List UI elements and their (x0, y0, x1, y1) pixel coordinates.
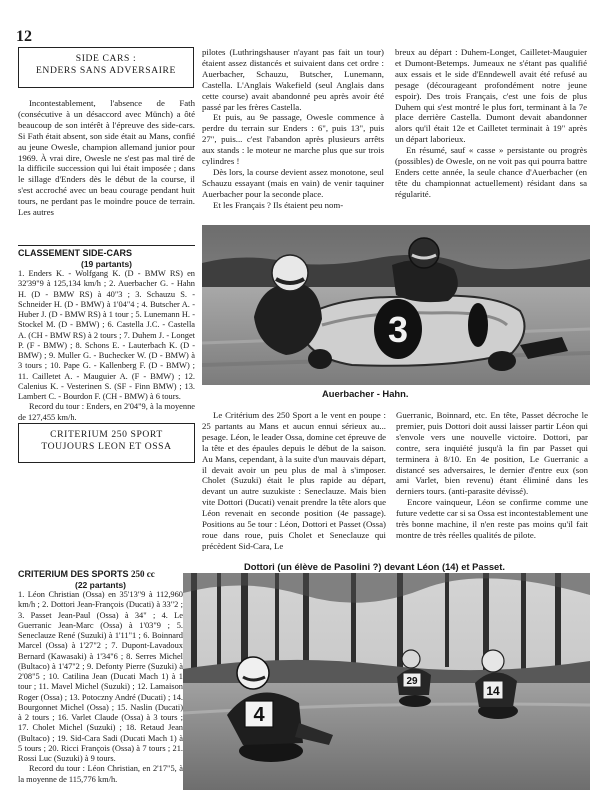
criterium-des-sports-class: 250 cc (131, 569, 155, 579)
sidecars-col3-paragraph-1: breux au départ : Duhem-Longet, Cailletet-Mauguier et Dumont-Betemps. Jumeaux ne s'étant pas qualifié aux essais et le side d'Enndewell avait été refusé au pesage (décourageant profondément notre jeune espoir). Des trois Français, c'est une fois de plus Duhem qui s'est montré le plus fort, terminant à la 7e place derrière Castella. Dumont devait abandonner alors qu'il était 12e et Cailletet terminait à 19" après un départ laborieux. (395, 47, 587, 145)
sidecars-title-line-2: ENDERS SANS ADVERSAIRE (35, 65, 177, 76)
criterium-des-sports-record: Record du tour : Léon Christian, en 2'17"5, à la moyenne de 115,776 km/h. (18, 764, 183, 784)
criterium-title-line-1: CRITERIUM 250 SPORT (50, 429, 163, 440)
sidecars-title-line-1: SIDE CARS : (75, 53, 137, 64)
criterium-col3-paragraph-1: Guerranic, Boinnard, etc. En tête, Passet décroche le premier, puis Dottori doit aussi laisser partir Léon qui s'envole vers une nouvelle victoire. Dottori, par contre, sera inquiété jusqu'à la fin par Passet qui terminera à 8/10. En 4e position, Le Guerranic a distancé ses adversaires, le dernier d'entre eux (son ami Varlet, bien revenu) étant éliminé dans les derniers tours. (anti-parasite dévissé). (396, 410, 588, 497)
criterium-des-sports (18, 569, 183, 785)
sidecars-col2-paragraph-3: Dès lors, la course devient assez monotone, seul Schauzu essayant (mais en vain) de venir taquiner Auerbacher pour la seconde place. (202, 166, 384, 199)
classement-sidecars-heading: CLASSEMENT SIDE-CARS (18, 248, 133, 258)
criterium-des-sports-results: 1. Léon Christian (Ossa) en 35'13"9 à 112,960 km/h ; 2. Dottori Jean-François (Ducati) à 33"2 ; 3. Passet Jean-Paul (Ossa) à 34" ; 4. Le Guerranic Jean-Marc (Ossa) à 1'03"9 ; 5. Seneclauze René (Suzuki) à 1'11"1 ; 6. Boinnard Marcel (Ossa) à 1'27"2 ; 7. Dupont-Lavadoux Bernard (Kawasaki) à 1'34"6 ; 8. Serres Michel (Bultaco) à 1'47"2 ; 9. Defonty Pierre (Suzuki) à 2'08"5 ; 10. Catilina Jean (Ducati Mach 1) à 1 tour ; 11. Mavel Michel (Suzuki) ; 12. Lamaison Roger (Ossa) ; 13. Potoczny André (Ducati) ; 14. Bourgonnet Michel (Ossa) ; 15. Naslin (Ducati) à 2 tours ; 16. Varlet Claude (Ossa) à 3 tours ; 17. Cholet Michel (Suzuki) ; 18. Retaud Jean (Bultaco) ; 19. Sid-Cara Sadi (Ducati Mach 1) à 5 tours ; 20. Ricci François (Ossa) à 7 tours ; 21. Rossi Luc (Suzuki) à 9 tours. (18, 590, 183, 763)
criterium-col2-paragraph-1: Le Critérium des 250 Sport a le vent en poupe : 25 partants au Mans et aucun ennui sérieux au... pesage. Léon, le leader Ossa, domine cet épreuve de la tête et des épaules depuis le début de la saison. Au Mans, cependant, à la suite d'un mauvais départ, il devait avoir un peu plus de mal à s'imposer. Cholet (Suzuki) était le plus rapide au départ, devant un autre suzukiste : Seneclauze. Mais bien vite Dottori (Ducati) venait prendre la tête alors que Léon revenait en seconde position (4e passage). Positions au 5e tour : Léon, Dottori et Passet (Ossa) roue dans roue, puis Cholet et Seneclauze qui précèdent Sid-Cara, Le (202, 410, 386, 551)
sidecar-photo-illustration (202, 225, 590, 385)
sidecar-photo-caption: Auerbacher - Hahn. (322, 388, 409, 399)
criterium-des-sports-subheading: (22 partants) (74, 580, 126, 590)
criterium-des-sports-title: CRITERIUM DES SPORTS (18, 569, 129, 579)
criterium-title-line-2: TOUJOURS LEON ET OSSA (41, 441, 172, 452)
criterium-col3-paragraph-2: Encore vainqueur, Léon se confirme comme une future vedette car si sa Ossa est incontestablement une très bonne machine, il n'en reste pas moins qu'il fait montre de très réelles qualités de pilote. (396, 497, 588, 540)
criterium-column-2 (202, 410, 386, 552)
sidecar-number: 3 (387, 309, 409, 350)
sidecars-column-3 (395, 47, 587, 200)
page-number: 12 (16, 28, 32, 45)
classement-sidecars-record: Record du tour : Enders, en 2'04"9, à la moyenne de 127,455 km/h. (18, 402, 195, 422)
sidecars-column-2 (202, 47, 384, 211)
classement-sidecars (18, 248, 195, 423)
sidecar-photo (202, 225, 590, 385)
criterium-column-3 (396, 410, 588, 541)
bike-number-29: 29 (406, 676, 418, 687)
race-photo (183, 573, 590, 790)
criterium-title-box (18, 423, 195, 463)
sidecars-intro-paragraph: Incontestablement, l'absence de Fath (consécutive à un désaccord avec Münch) a ôté beaucoup de son intérêt à l'épreuve des side-cars. Si Fath était absent, son side était au Mans, confié au jeune Owesle, champion allemand junior pour 1969. À vrai dire, Owesle ne s'est pas mal tiré de la difficile succession qui lui était imposée ; dans le sillage d'Enders dès le début de la course, il s'est accroché avec un beau courage pendant huit tours, ne perdant pas le moindre pouce de terrain. Les autres (18, 98, 195, 218)
sidecars-col2-paragraph-2: Et puis, au 9e passage, Owesle commence à perdre du terrain sur Enders : 6", puis 13", puis 27", puis... c'est l'abandon après plusieurs arrêts aux stands : le moteur ne marche plus que sur trois cylindres ! (202, 112, 384, 167)
race-photo-caption: Dottori (un élève de Pasolini ?) devant Léon (14) et Passet. (244, 561, 505, 572)
criterium-des-sports-heading (18, 569, 183, 580)
sidecars-intro-column (18, 98, 195, 218)
bike-number-14: 14 (486, 684, 500, 698)
sidecars-title-box (18, 47, 194, 88)
sidecars-col3-paragraph-2: En résumé, sauf « casse » persistante ou progrès (possibles) de Owesle, on ne voit pas qui pourra battre Enders cette année, la seule chance d'Auerbacher (en tête du championnat actuellement) résidant dans sa régularité. (395, 145, 587, 199)
sidecars-col2-paragraph-1: pilotes (Luthringshauser n'ayant pas fait un tour) étaient assez distancés et suivaient dans cet ordre : Auerbacher, Schauzu, Butscher, Lunemann, Castella. L'Anglais Wakefield (seul Anglais dans cette course) avait abandonné peu après avoir été passé par les frères Castella. (202, 47, 384, 112)
race-photo-illustration (183, 573, 590, 790)
classement-sidecars-results: 1. Enders K. - Wolfgang K. (D - BMW RS) en 32'39"9 à 125,134 km/h ; 2. Auerbacher G. - Hahn H. (D - BMW RS) à 40"3 ; 3. Schauzu S. - Schneider H. (D - BMW) à 1'04"4 ; 4. Butscher A. - Huber J. (D - BMW RS) à 1 tour ; 5. Lunemann H. - Stockel M. (D - BMW) ; 6. Castella J.C. - Castella A. (CH - BMW RS) à 2 tours ; 7. Duhem J. - Longet P. (F - BMW) ; 8. Schons E. - Lauterbach K. (D - BMW) ; 9. Muller G. - Buchecker W. (D - BMW) à 3 tours ; 10. Pape G. - Kallenberg F. (D - BMW) ; 11. Cailletet A. - Mauguier A. (F - BMW) ; 12. Calenius K. - Vesterinen S. (SF - Finn BMW) ; 13. Lambert C. - Bourdon F. (CH - BMW) à 6 tours. (18, 269, 195, 401)
sidecars-col2-paragraph-4: Et les Français ? Ils étaient peu nom- (213, 199, 344, 210)
sidecars-separator (18, 245, 195, 246)
bike-number-4: 4 (253, 704, 265, 726)
classement-sidecars-subheading: (19 partants) (80, 259, 132, 269)
